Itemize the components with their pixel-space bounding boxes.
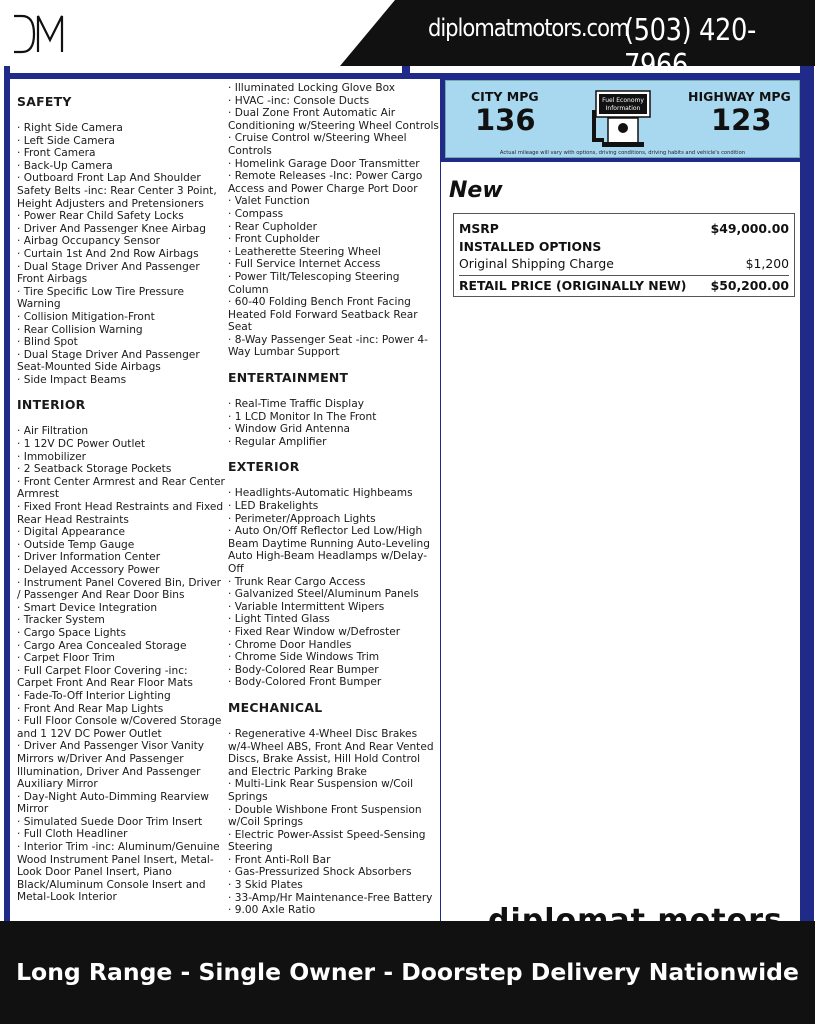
phone-link[interactable]: (503) 420- xyxy=(624,13,756,48)
feature-item: · Driver Information Center xyxy=(17,551,161,564)
feature-item: · 1 LCD Monitor In The Front xyxy=(228,410,377,423)
feature-item: · 8-Way Passenger Seat -inc: Power 4-Way Lumbar Support xyxy=(228,333,428,359)
section-title: INTERIOR xyxy=(17,397,86,413)
feature-item: · Power Tilt/Telescoping Steering Column xyxy=(228,270,400,296)
feature-item: · Smart Device Integration xyxy=(17,601,158,614)
highway-mpg-label: HIGHWAY MPG xyxy=(688,89,791,104)
feature-item: · Remote Releases -Inc: Power Cargo Access and Power Charge Port Door xyxy=(228,170,423,195)
city-mpg-label: CITY MPG xyxy=(471,89,539,104)
feature-item: · Dual Stage Driver And Passenger Seat-Mounted Side Airbags xyxy=(17,348,200,374)
feature-item: · Valet Function xyxy=(228,195,310,208)
retail-price-value: $50,200.00 xyxy=(710,277,789,293)
vehicle-condition: New xyxy=(449,178,503,203)
feature-item: · Regular Amplifier xyxy=(228,435,327,448)
feature-item: · Air Filtration xyxy=(17,425,89,438)
feature-item: · Dual Zone Front Automatic Air Conditioning w/Steering Wheel Controls xyxy=(228,107,439,132)
pricing-panel xyxy=(441,162,800,932)
feature-item: · Carpet Floor Trim xyxy=(17,652,115,665)
feature-item: · Simulated Suede Door Trim Insert xyxy=(17,815,203,828)
feature-item: · Immobilizer xyxy=(17,450,86,463)
feature-item: · Gas-Pressurized Shock Absorbers xyxy=(228,866,412,879)
msrp-label: MSRP xyxy=(459,221,499,236)
feature-item: · Full Floor Console w/Covered Storage and 1 12V DC Power Outlet xyxy=(17,715,222,740)
feature-item: · Double Wishbone Front Suspension w/Coil Springs xyxy=(228,803,422,829)
installed-options-row xyxy=(459,238,789,256)
section-title: EXTERIOR xyxy=(228,459,300,475)
feature-item: · Chrome Door Handles xyxy=(228,638,352,651)
feature-item: · Tracker System xyxy=(17,614,105,627)
feature-item: · Blind Spot xyxy=(17,336,78,349)
feature-item: · Variable Intermittent Wipers xyxy=(228,600,385,613)
feature-item: · 33-Amp/Hr Maintenance-Free Battery xyxy=(228,891,433,904)
dm-logo[interactable] xyxy=(12,12,68,56)
website-link[interactable]: diplomatmotors.com xyxy=(428,14,629,42)
feature-item: · Cruise Control w/Steering Wheel Controls xyxy=(228,132,407,157)
option-label: Original Shipping Charge xyxy=(459,256,614,271)
features-panel xyxy=(10,79,440,929)
feature-item: · Front Cupholder xyxy=(228,233,320,246)
features-column-2 xyxy=(228,82,440,917)
feature-item: · Real-Time Traffic Display xyxy=(228,398,364,411)
feature-item: · Fade-To-Off Interior Lighting xyxy=(17,689,171,702)
feature-item: · Driver And Passenger Visor Vanity Mirrors w/Driver And Passenger Illumination, Driver And Passenger Auxiliary Mirror xyxy=(17,740,205,791)
feature-item: · Compass xyxy=(228,207,284,220)
promo-banner xyxy=(0,921,815,1024)
sticker-top-strip-right xyxy=(410,66,800,73)
feature-item: · Front Center Armrest and Rear Center Armrest xyxy=(17,475,225,501)
feature-item: · Homelink Garage Door Transmitter xyxy=(228,157,420,170)
feature-item: · Light Tinted Glass xyxy=(228,613,330,626)
feature-item: · Right Side Camera xyxy=(17,122,123,134)
feature-item: · Tire Specific Low Tire Pressure Warning xyxy=(17,285,184,311)
fuel-economy-box xyxy=(445,80,800,158)
feature-item: · Front And Rear Map Lights xyxy=(17,702,164,715)
feature-item: · Body-Colored Front Bumper xyxy=(228,676,382,689)
sticker-top-strip-left xyxy=(10,66,402,73)
msrp-row xyxy=(459,220,789,238)
section-title: SAFETY xyxy=(17,94,72,109)
price-breakdown xyxy=(453,213,795,297)
section-title: MECHANICAL xyxy=(228,699,323,715)
feature-item: · Multi-Link Rear Suspension w/Coil Springs xyxy=(228,778,414,803)
feature-item: · Fixed Rear Window w/Defroster xyxy=(228,625,401,638)
feature-item: · Front Camera xyxy=(17,147,96,160)
feature-item: · Body-Colored Rear Bumper xyxy=(228,663,379,676)
feature-item: · Front Anti-Roll Bar xyxy=(228,853,331,866)
feature-item: · Electric Power-Assist Speed-Sensing Steering xyxy=(228,828,426,854)
option-value: $1,200 xyxy=(745,256,789,271)
feature-item: · Cargo Space Lights xyxy=(17,626,126,639)
feature-item: · Digital Appearance xyxy=(17,526,126,539)
feature-item: · Rear Cupholder xyxy=(228,220,317,233)
pump-label-line1: Fuel Economy xyxy=(602,97,644,104)
feature-item: · LED Brakelights xyxy=(228,500,319,513)
feature-item: · Day-Night Auto-Dimming Rearview Mirror xyxy=(17,790,209,816)
feature-item: · Rear Collision Warning xyxy=(17,323,143,336)
feature-item: · 1 12V DC Power Outlet xyxy=(17,438,146,451)
feature-item: · Collision Mitigation-Front xyxy=(17,310,155,323)
feature-item: · 3 Skid Plates xyxy=(228,879,303,892)
promo-banner-text: Long Range - Single Owner - Doorstep Delivery Nationwide xyxy=(16,958,799,986)
section-title: ENTERTAINMENT xyxy=(228,370,349,386)
feature-item: · Driver And Passenger Knee Airbag xyxy=(17,222,206,235)
retail-price-row xyxy=(459,275,789,295)
feature-item: · Auto On/Off Reflector Led Low/High Beam Daytime Running Auto-Leveling Auto High-Beam Headlamps w/Delay-Off xyxy=(228,525,430,575)
fuel-pump-icon xyxy=(586,88,656,148)
feature-item: · Full Service Internet Access xyxy=(228,258,381,271)
feature-item: · Power Rear Child Safety Locks xyxy=(17,210,184,223)
feature-item: · Interior Trim -inc: Aluminum/Genuine Wood Instrument Panel Insert, Metal-Look Door Panel Insert, Piano Black/Aluminum Console Insert and Metal-Look Interior xyxy=(17,841,220,904)
retail-price-label: RETAIL PRICE (ORIGINALLY NEW) xyxy=(459,277,687,293)
pump-label-line2: Information xyxy=(605,105,641,112)
features-column-1 xyxy=(17,94,225,904)
city-mpg-value: 136 xyxy=(475,103,536,137)
feature-item: · Airbag Occupancy Sensor xyxy=(17,235,160,248)
feature-item: · Leatherette Steering Wheel xyxy=(228,245,381,258)
feature-item: · Dual Stage Driver And Passenger Front Airbags xyxy=(17,260,200,286)
feature-item: · 60-40 Folding Bench Front Facing Heated Fold Forward Seatback Rear Seat xyxy=(228,296,418,334)
mileage-disclaimer: Actual mileage will vary with options, driving conditions, driving habits and vehicle's condition xyxy=(499,150,746,156)
feature-item: · 9.00 Axle Ratio xyxy=(228,904,316,917)
feature-item: · Left Side Camera xyxy=(17,134,115,147)
feature-item: · Back-Up Camera xyxy=(17,159,113,172)
feature-item: · Instrument Panel Covered Bin, Driver / Passenger And Rear Door Bins xyxy=(17,576,221,602)
feature-item: · Full Carpet Floor Covering -inc: Carpet Front And Rear Floor Mats xyxy=(17,664,193,690)
feature-item: · Chrome Side Windows Trim xyxy=(228,651,380,664)
site-header xyxy=(0,0,815,66)
feature-item: · Delayed Accessory Power xyxy=(17,564,160,576)
feature-item: · Fixed Front Head Restraints and Fixed Rear Head Restraints xyxy=(17,501,224,526)
feature-item: · Full Cloth Headliner xyxy=(17,828,128,841)
feature-item: · HVAC -inc: Console Ducts xyxy=(228,94,370,107)
feature-item: · 2 Seatback Storage Pockets xyxy=(17,463,172,476)
feature-item: · Perimeter/Approach Lights xyxy=(228,512,376,525)
msrp-value: $49,000.00 xyxy=(710,221,789,236)
feature-item: · Curtain 1st And 2nd Row Airbags xyxy=(17,247,199,260)
installed-options-label: INSTALLED OPTIONS xyxy=(459,238,602,254)
feature-item: · Trunk Rear Cargo Access xyxy=(228,575,366,588)
feature-item: · Galvanized Steel/Aluminum Panels xyxy=(228,588,419,601)
feature-item: · Regenerative 4-Wheel Disc Brakes w/4-Wheel ABS, Front And Rear Vented Discs, Brake Assist, Hill Hold Control and Electric Parking Brake xyxy=(228,727,434,778)
feature-item: · Outside Temp Gauge xyxy=(17,538,135,551)
feature-item: · Illuminated Locking Glove Box xyxy=(228,82,396,94)
feature-item: · Side Impact Beams xyxy=(17,373,127,386)
feature-item: · Outboard Front Lap And Shoulder Safety Belts -inc: Rear Center 3 Point, Height Adjusters and Pretensioners xyxy=(17,172,217,210)
feature-item: · Window Grid Antenna xyxy=(228,423,351,436)
feature-item: · Cargo Area Concealed Storage xyxy=(17,639,187,652)
feature-item: · Headlights-Automatic Highbeams xyxy=(228,487,413,500)
highway-mpg-value: 123 xyxy=(711,103,772,137)
option-row xyxy=(459,255,789,273)
